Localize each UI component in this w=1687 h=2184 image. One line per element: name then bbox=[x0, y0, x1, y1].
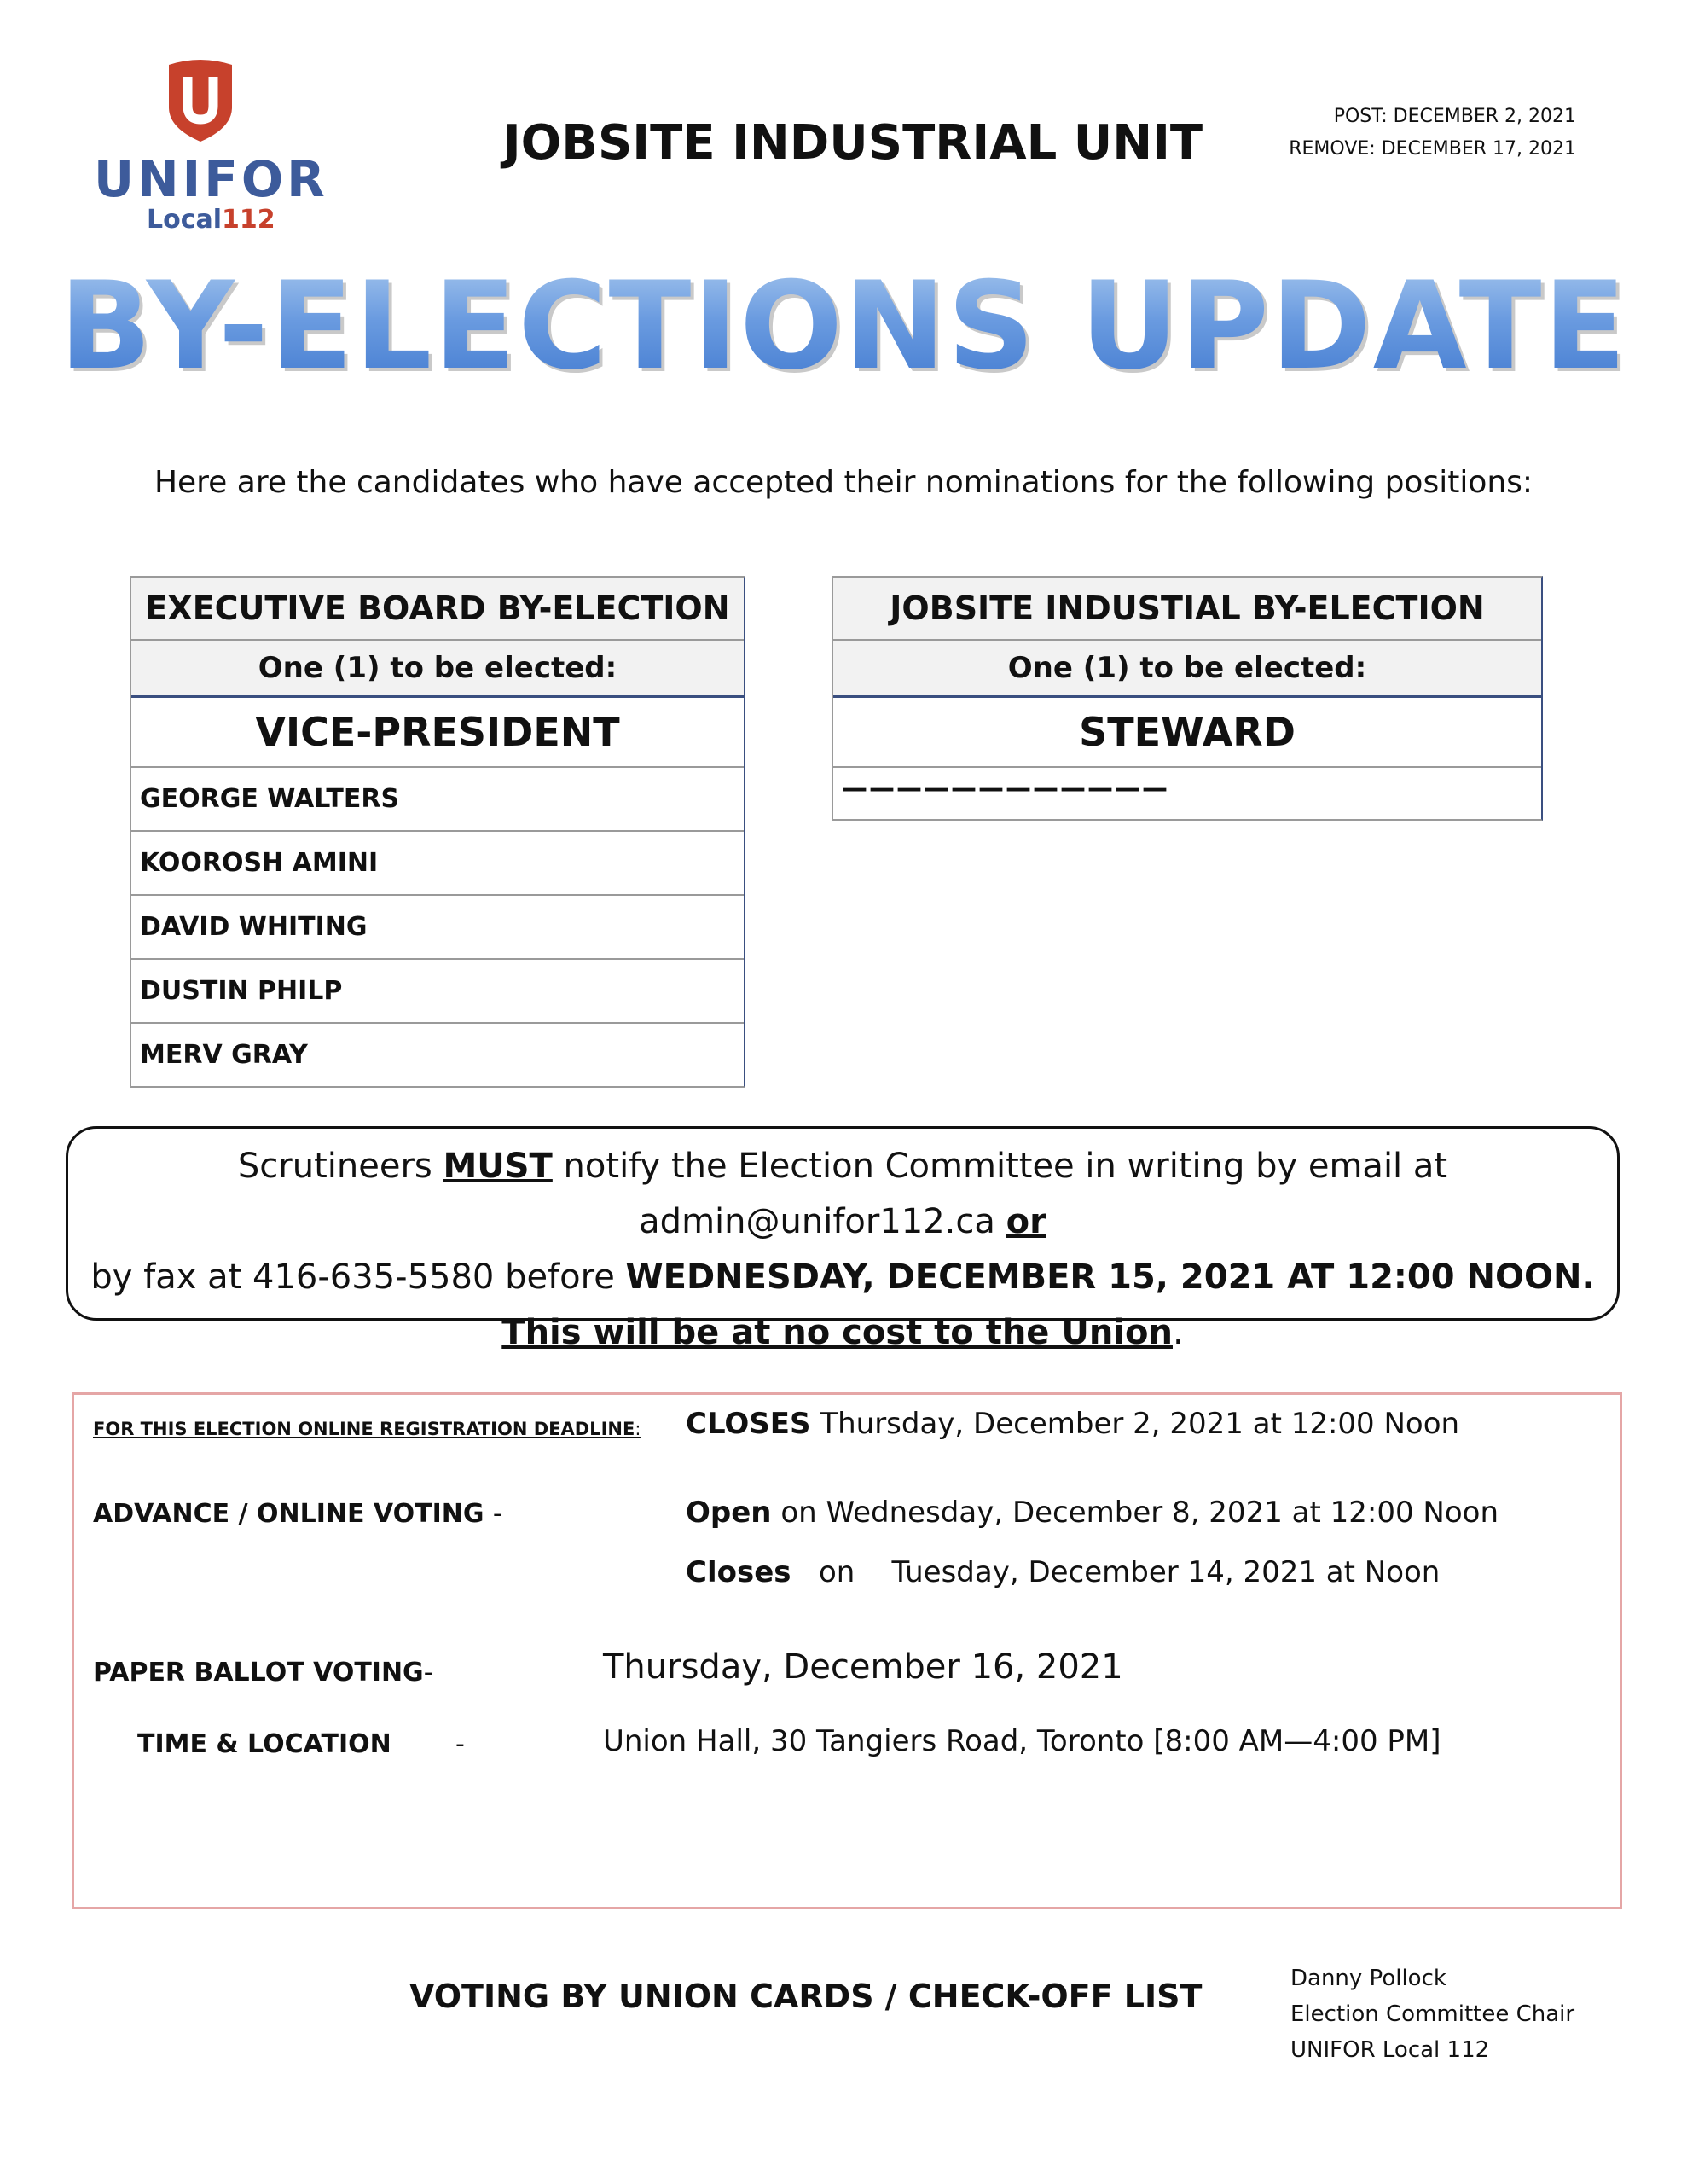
advance-label-text: ADVANCE / ONLINE VOTING bbox=[93, 1499, 484, 1529]
registration-colon: : bbox=[635, 1419, 641, 1439]
candidate-row: KOOROSH AMINI bbox=[131, 832, 744, 896]
intro-text: Here are the candidates who have accepted their nominations for the following positions: bbox=[154, 465, 1533, 500]
candidate-row: ———————————— bbox=[842, 774, 1169, 804]
advance-open-word: Open bbox=[686, 1496, 772, 1530]
jobsite-subtitle: One (1) to be elected: bbox=[833, 641, 1541, 698]
voting-schedule bbox=[72, 1392, 1622, 1909]
paper-dash: - bbox=[423, 1658, 433, 1687]
notice-part1: Scrutineers bbox=[237, 1147, 443, 1186]
advance-open-value: on Wednesday, December 8, 2021 at 12:00 Noon bbox=[771, 1496, 1499, 1530]
footer-title: VOTING BY UNION CARDS / CHECK-OFF LIST bbox=[409, 1978, 1203, 2015]
headline bbox=[0, 256, 1687, 397]
signer-role: Election Committee Chair bbox=[1290, 2001, 1575, 2027]
advance-close-word: Closes bbox=[686, 1555, 791, 1589]
advance-label bbox=[93, 1499, 502, 1529]
scrutineer-notice bbox=[66, 1126, 1620, 1352]
signer-name: Danny Pollock bbox=[1290, 1966, 1446, 1991]
registration-label bbox=[93, 1419, 641, 1439]
candidate-row: DAVID WHITING bbox=[131, 896, 744, 960]
notice-line-1 bbox=[68, 1139, 1617, 1250]
registration-closes-word: CLOSES bbox=[686, 1407, 811, 1441]
shield-icon bbox=[162, 58, 239, 143]
paper-value: Thursday, December 16, 2021 bbox=[603, 1647, 1123, 1687]
executive-board-position: VICE-PRESIDENT bbox=[131, 698, 744, 768]
logo-local-number: 112 bbox=[222, 205, 275, 235]
post-dates bbox=[1289, 101, 1576, 166]
registration-label-text: FOR THIS ELECTION ONLINE REGISTRATION DEADLINE bbox=[93, 1419, 635, 1439]
jobsite-position: STEWARD bbox=[833, 698, 1541, 768]
headline-text: BY-ELECTIONS UPDATE bbox=[59, 256, 1628, 397]
paper-label bbox=[93, 1658, 433, 1687]
signature-block bbox=[1290, 1960, 1574, 2068]
unit-title: JOBSITE INDUSTRIAL UNIT bbox=[502, 115, 1203, 171]
notice-part3: by fax at 416-635-5580 before bbox=[90, 1258, 626, 1297]
post-date: POST: DECEMBER 2, 2021 bbox=[1333, 106, 1576, 127]
notice-part2: notify the Election Committee in writing by email at admin@unifor112.ca bbox=[552, 1147, 1448, 1241]
jobsite-table bbox=[832, 576, 1543, 821]
notice-or: or bbox=[1006, 1202, 1046, 1241]
executive-board-table bbox=[130, 576, 745, 1088]
registration-value bbox=[686, 1407, 1459, 1441]
advance-close-value: on Tuesday, December 14, 2021 at Noon bbox=[818, 1555, 1441, 1589]
executive-board-subtitle: One (1) to be elected: bbox=[131, 641, 744, 698]
executive-board-title: EXECUTIVE BOARD BY-ELECTION bbox=[131, 578, 744, 641]
registration-closes-value: Thursday, December 2, 2021 at 12:00 Noon bbox=[810, 1407, 1460, 1441]
candidate-row: DUSTIN PHILP bbox=[131, 960, 744, 1024]
advance-close bbox=[686, 1555, 1440, 1589]
logo-local bbox=[147, 205, 275, 235]
remove-date: REMOVE: DECEMBER 17, 2021 bbox=[1289, 138, 1576, 160]
candidate-row: GEORGE WALTERS bbox=[131, 768, 744, 832]
notice-line-3 bbox=[68, 1305, 1617, 1361]
notice-cost: This will be at no cost to the Union bbox=[501, 1313, 1173, 1352]
advance-open bbox=[686, 1496, 1499, 1530]
logo-wordmark: UNIFOR bbox=[94, 150, 328, 208]
candidate-row: MERV GRAY bbox=[140, 1040, 308, 1070]
notice-deadline: WEDNESDAY, DECEMBER 15, 2021 AT 12:00 NOON. bbox=[625, 1258, 1595, 1297]
time-dash: - bbox=[455, 1729, 465, 1759]
advance-dash: - bbox=[492, 1499, 502, 1529]
time-value: Union Hall, 30 Tangiers Road, Toronto [8:00 AM—4:00 PM] bbox=[603, 1724, 1441, 1758]
jobsite-title: JOBSITE INDUSTIAL BY-ELECTION bbox=[833, 578, 1541, 641]
signer-org: UNIFOR Local 112 bbox=[1290, 2037, 1490, 2063]
time-label: TIME & LOCATION bbox=[137, 1729, 391, 1759]
notice-line-2 bbox=[68, 1250, 1617, 1305]
logo-local-text: Local bbox=[147, 205, 223, 235]
unifor-logo bbox=[94, 58, 328, 246]
paper-label-text: PAPER BALLOT VOTING bbox=[93, 1658, 424, 1687]
notice-cost-end: . bbox=[1172, 1313, 1184, 1352]
notice-must: MUST bbox=[443, 1147, 553, 1186]
